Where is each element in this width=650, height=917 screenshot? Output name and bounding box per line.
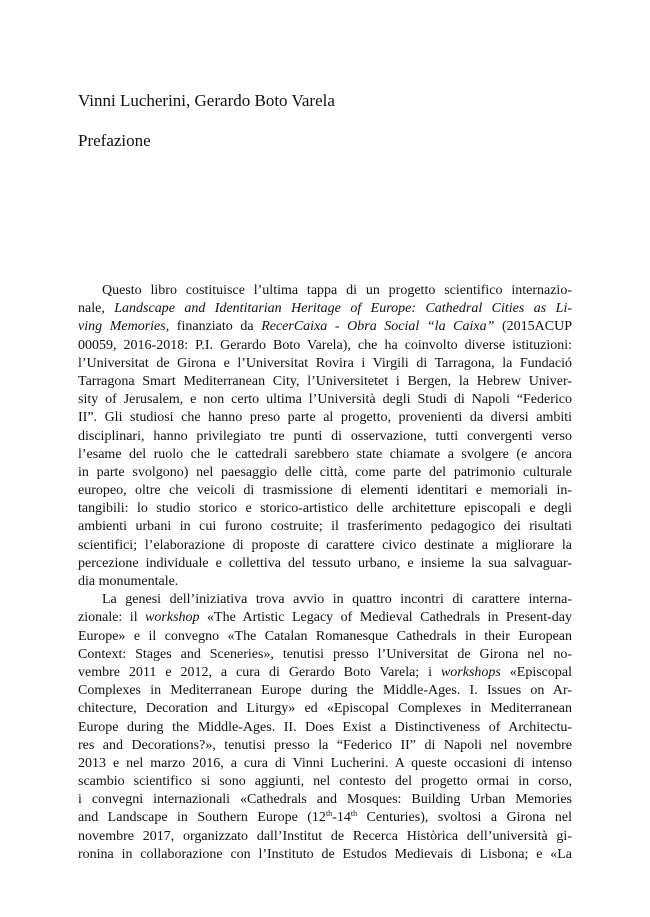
text-line: Tarragona Smart Mediterranean City, l’Universitetet i Bergen, la Hebrew Univer-	[78, 373, 572, 389]
text-line: l’esame del ruolo che le cattedrali sarebbero state chiamate a svolgere (e ancora	[78, 446, 572, 462]
text-line: i convegni internazionali «Cathedrals and Mosques: Building Urban Memories	[78, 792, 572, 808]
text-line: Questo libro costituisce l’ultima tappa di un progetto scientifico internazio-	[102, 283, 572, 298]
text-line: Europe» e il convegno «The Catalan Romanesque Cathedrals in their European	[78, 628, 572, 644]
text-line: Complexes in Mediterranean Europe during the Middle-Ages. I. Issues on Ar-	[78, 683, 572, 699]
text-line: chitecture, Decoration and Liturgy» ed «Episcopal Complexes in Mediterranean	[78, 701, 572, 717]
text-line: in parte svolgono) nel paesaggio delle città, come parte del patrimonio culturale	[78, 464, 572, 480]
project-title: Landscape and Identitarian Heritage of Europe: Cathedral Cities as Li-	[114, 301, 572, 317]
text-line: tangibili: lo studio storico e storico-artistico delle architetture episcopali e degli	[78, 501, 572, 517]
text-line: scambio scientifico si sono aggiunti, nel contesto del progetto ormai in corso,	[78, 774, 572, 790]
funder-name: RecerCaixa - Obra Social “la Caixa”	[261, 319, 495, 335]
text-line: Context: Stages and Sceneries», tenutisi presso l’Universitat de Girona nel no-	[78, 646, 572, 662]
text-line: sity of Jerusalem, e non certo ultima l’Università degli Studi di Napoli “Federico	[78, 392, 572, 408]
text-line: l’Universitat de Girona e l’Universitat Rovira i Virgili di Tarragona, la Fundació	[78, 355, 572, 371]
text-line: Europe during the Middle-Ages. II. Does Exist a Distinctiveness of Architectu-	[78, 719, 572, 735]
page-title: Prefazione	[78, 131, 151, 150]
text-line: 2013 e nel marzo 2016, a cura di Vinni Lucherini. A queste occasioni di intenso	[78, 755, 572, 771]
text-line: and Landscape in Southern Europe (12th-14th Centuries), svoltosi a Girona nel	[78, 809, 572, 826]
paragraph-1	[78, 282, 572, 591]
text-line: ambienti urbani in cui furono costruite; il trasferimento pedagogico dei risultati	[78, 519, 572, 535]
text-line: vembre 2011 e 2012, a cura di Gerardo Boto Varela; i workshops «Episcopal	[78, 664, 572, 680]
text-line: novembre 2017, organizzato dall’Institut de Recerca Històrica dell’università gi-	[78, 828, 572, 844]
text-line: zionale: il workshop «The Artistic Legacy of Medieval Cathedrals in Present-day	[78, 610, 573, 626]
body-text	[78, 282, 572, 864]
text-line: dia monumentale.	[78, 574, 179, 589]
text-line: ving Memories, finanziato da RecerCaixa - Obra Social “la Caixa” (2015ACUP	[78, 319, 573, 335]
text-line: nale, Landscape and Identitarian Heritage of Europe: Cathedral Cities as Li-	[78, 301, 572, 317]
text-line: La genesi dell’iniziativa trova avvio in quattro incontri di carattere interna-	[102, 592, 572, 608]
authors-line: Vinni Lucherini, Gerardo Boto Varela	[78, 91, 335, 110]
text-line: II”. Gli studiosi che hanno preso parte al progetto, provenienti da diversi ambiti	[78, 410, 572, 426]
text-line: 00059, 2016-2018: P.I. Gerardo Boto Varela), che ha coinvolto diverse istituzioni:	[78, 337, 572, 353]
text-line: europeo, oltre che veicoli di trasmissione di elementi identitari e memoriali in-	[78, 483, 572, 499]
text-line: res and Decorations?», tenutisi presso la “Federico II” di Napoli nel novembre	[78, 737, 572, 753]
text-line: scientifici; l’elaborazione di proposte di carattere civico destinate a migliorare la	[78, 537, 572, 553]
text-line: percezione individuale e collettiva del tessuto urbano, e insieme la sua salvaguar-	[78, 555, 572, 571]
project-title-end: ving Memories	[78, 319, 166, 335]
text-line: disciplinari, hanno privilegiato tre punti di osservazione, tutti convergenti verso	[78, 428, 572, 444]
text-line: ronina in collaborazione con l’Instituto de Estudos Medievais di Lisbona; e «La	[78, 846, 572, 862]
paragraph-2	[78, 591, 572, 864]
